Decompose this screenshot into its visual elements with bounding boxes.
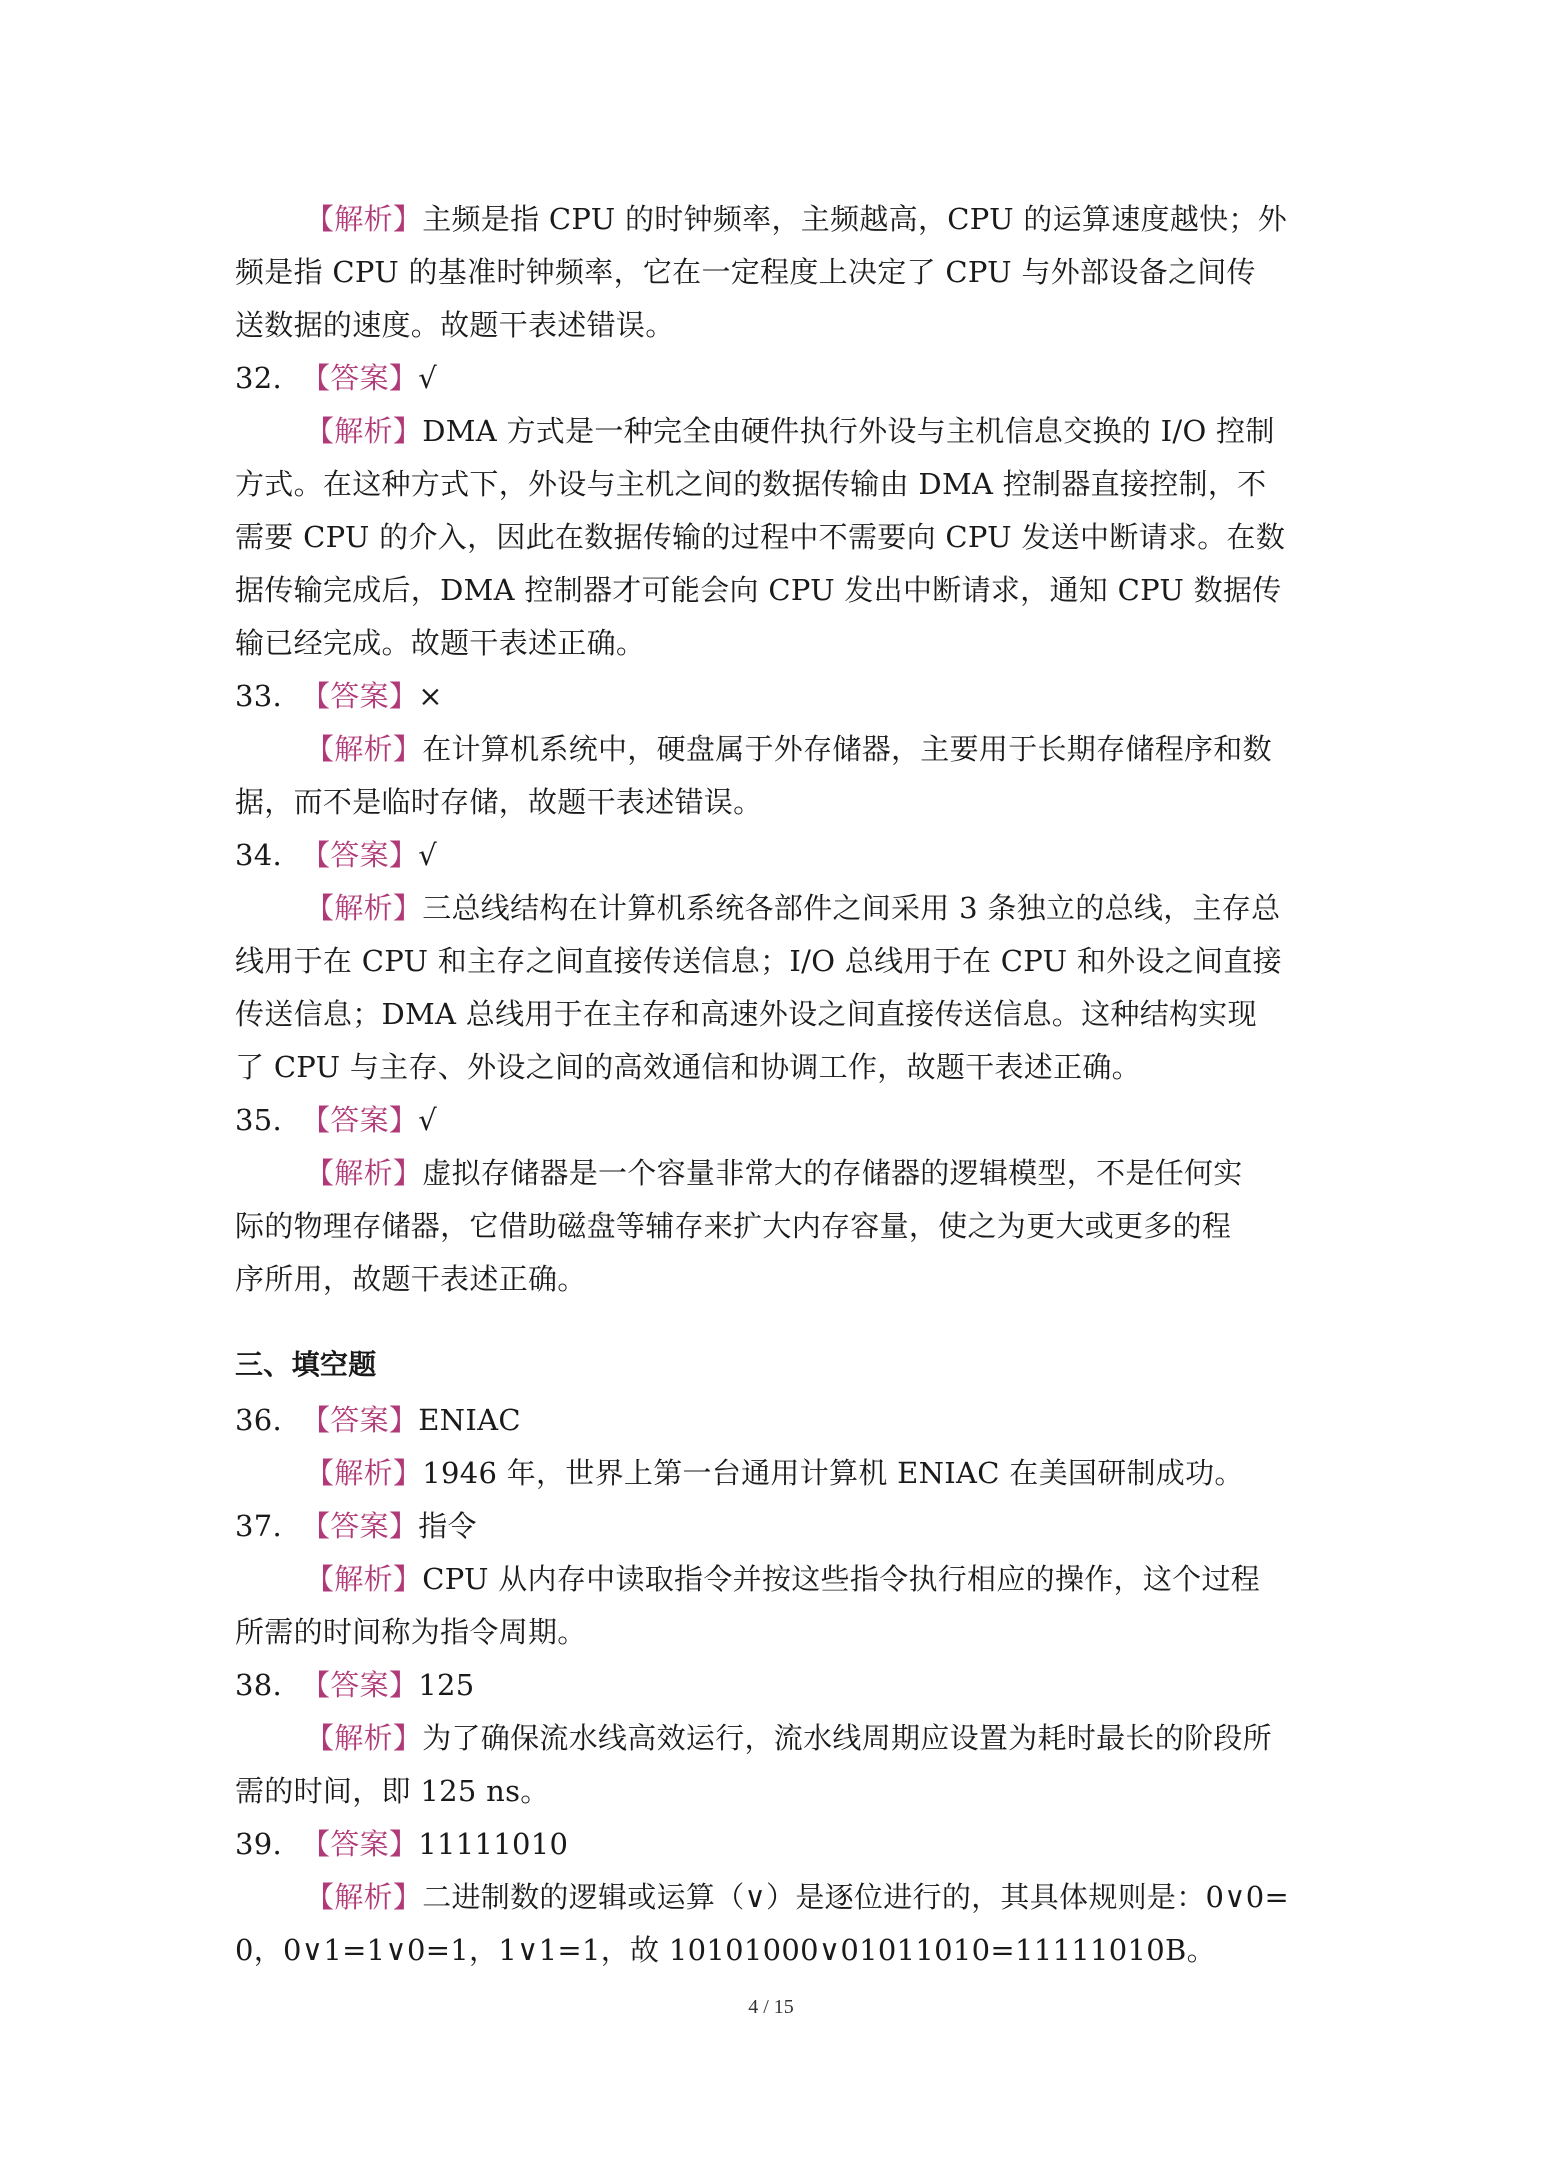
- answer-label: 【答案】: [301, 1827, 419, 1861]
- question-number: 32.: [235, 361, 283, 395]
- answer-label: 【答案】: [301, 1509, 419, 1543]
- analysis-39-line-2: 0，0∨1=1∨0=1，1∨1=1，故 10101000∨01011010=11111010B。: [235, 1933, 1216, 1967]
- question-number: 37.: [235, 1509, 283, 1543]
- answer-value: 指令: [418, 1509, 477, 1543]
- analysis-label: 【解析】: [305, 202, 423, 236]
- answer-value: √: [418, 361, 437, 395]
- analysis-39-line-1: 【解析】二进制数的逻辑或运算（∨）是逐位进行的，其具体规则是：0∨0=: [305, 1880, 1290, 1914]
- analysis-37-line-2: 所需的时间称为指令周期。: [235, 1615, 587, 1649]
- answer-33: [235, 670, 1315, 723]
- analysis-34-line-3: 传送信息；DMA 总线用于在主存和高速外设之间直接传送信息。这种结构实现: [235, 997, 1257, 1031]
- analysis-38-line-2: 需的时间，即 125 ns。: [235, 1774, 550, 1808]
- analysis-35-line-2: 际的物理存储器，它借助磁盘等辅存来扩大内存容量，使之为更大或更多的程: [235, 1209, 1232, 1243]
- analysis-label: 【解析】: [305, 414, 423, 448]
- answer-value: √: [418, 1103, 437, 1137]
- answer-value: ENIAC: [418, 1403, 521, 1437]
- answer-label: 【答案】: [301, 679, 419, 713]
- analysis-32-line-4: 据传输完成后，DMA 控制器才可能会向 CPU 发出中断请求，通知 CPU 数据传: [235, 573, 1282, 607]
- analysis-31-line-2: 频是指 CPU 的基准时钟频率，它在一定程度上决定了 CPU 与外部设备之间传: [235, 255, 1256, 289]
- answer-37: [235, 1500, 1315, 1553]
- analysis-32-line-5: 输已经完成。故题干表述正确。: [235, 626, 646, 660]
- analysis-34-line-1: 【解析】三总线结构在计算机系统各部件之间采用 3 条独立的总线，主存总: [305, 891, 1281, 925]
- answer-value: 125: [418, 1668, 475, 1702]
- section-heading-fill-in: 三、填空题: [235, 1348, 377, 1381]
- answer-value: √: [418, 838, 437, 872]
- answer-label: 【答案】: [301, 1103, 419, 1137]
- analysis-31-line-1: 【解析】主频是指 CPU 的时钟频率，主频越高，CPU 的运算速度越快；外: [305, 202, 1288, 236]
- question-number: 39.: [235, 1827, 283, 1861]
- analysis-38-line-1: 【解析】为了确保流水线高效运行，流水线周期应设置为耗时最长的阶段所: [305, 1721, 1272, 1755]
- analysis-label: 【解析】: [305, 1880, 423, 1914]
- question-number: 38.: [235, 1668, 283, 1702]
- analysis-34-line-4: 了 CPU 与主存、外设之间的高效通信和协调工作，故题干表述正确。: [235, 1050, 1141, 1084]
- analysis-35-line-1: 【解析】虚拟存储器是一个容量非常大的存储器的逻辑模型，不是任何实: [305, 1156, 1243, 1190]
- analysis-32-line-3: 需要 CPU 的介入，因此在数据传输的过程中不需要向 CPU 发送中断请求。在数: [235, 520, 1286, 554]
- analysis-33-line-1: 【解析】在计算机系统中，硬盘属于外存储器，主要用于长期存储程序和数: [305, 732, 1272, 766]
- analysis-label: 【解析】: [305, 1456, 423, 1490]
- answer-label: 【答案】: [301, 1668, 419, 1702]
- answer-36: [235, 1394, 1315, 1447]
- question-number: 34.: [235, 838, 283, 872]
- answer-label: 【答案】: [301, 838, 419, 872]
- page-number: 4 / 15: [748, 1996, 794, 2018]
- analysis-31-line-3: 送数据的速度。故题干表述错误。: [235, 308, 675, 342]
- page-content: [235, 193, 1315, 1977]
- analysis-35-line-3: 序所用，故题干表述正确。: [235, 1262, 587, 1296]
- analysis-32-line-1: 【解析】DMA 方式是一种完全由硬件执行外设与主机信息交换的 I/O 控制: [305, 414, 1275, 448]
- question-number: 36.: [235, 1403, 283, 1437]
- analysis-33-line-2: 据，而不是临时存储，故题干表述错误。: [235, 785, 763, 819]
- analysis-34-line-2: 线用于在 CPU 和主存之间直接传送信息；I/O 总线用于在 CPU 和外设之间直接: [235, 944, 1282, 978]
- question-number: 33.: [235, 679, 283, 713]
- answer-39: [235, 1818, 1315, 1871]
- answer-value: ×: [418, 679, 443, 713]
- answer-32: [235, 352, 1315, 405]
- analysis-36-line-1: 【解析】1946 年，世界上第一台通用计算机 ENIAC 在美国研制成功。: [305, 1456, 1244, 1490]
- analysis-32-line-2: 方式。在这种方式下，外设与主机之间的数据传输由 DMA 控制器直接控制，不: [235, 467, 1267, 501]
- analysis-37-line-1: 【解析】CPU 从内存中读取指令并按这些指令执行相应的操作，这个过程: [305, 1562, 1261, 1596]
- analysis-label: 【解析】: [305, 1562, 423, 1596]
- answer-35: [235, 1094, 1315, 1147]
- analysis-label: 【解析】: [305, 891, 423, 925]
- question-number: 35.: [235, 1103, 283, 1137]
- analysis-label: 【解析】: [305, 732, 423, 766]
- answer-label: 【答案】: [301, 1403, 419, 1437]
- answer-34: [235, 829, 1315, 882]
- answer-38: [235, 1659, 1315, 1712]
- analysis-label: 【解析】: [305, 1156, 423, 1190]
- answer-label: 【答案】: [301, 361, 419, 395]
- answer-value: 11111010: [418, 1827, 569, 1861]
- analysis-label: 【解析】: [305, 1721, 423, 1755]
